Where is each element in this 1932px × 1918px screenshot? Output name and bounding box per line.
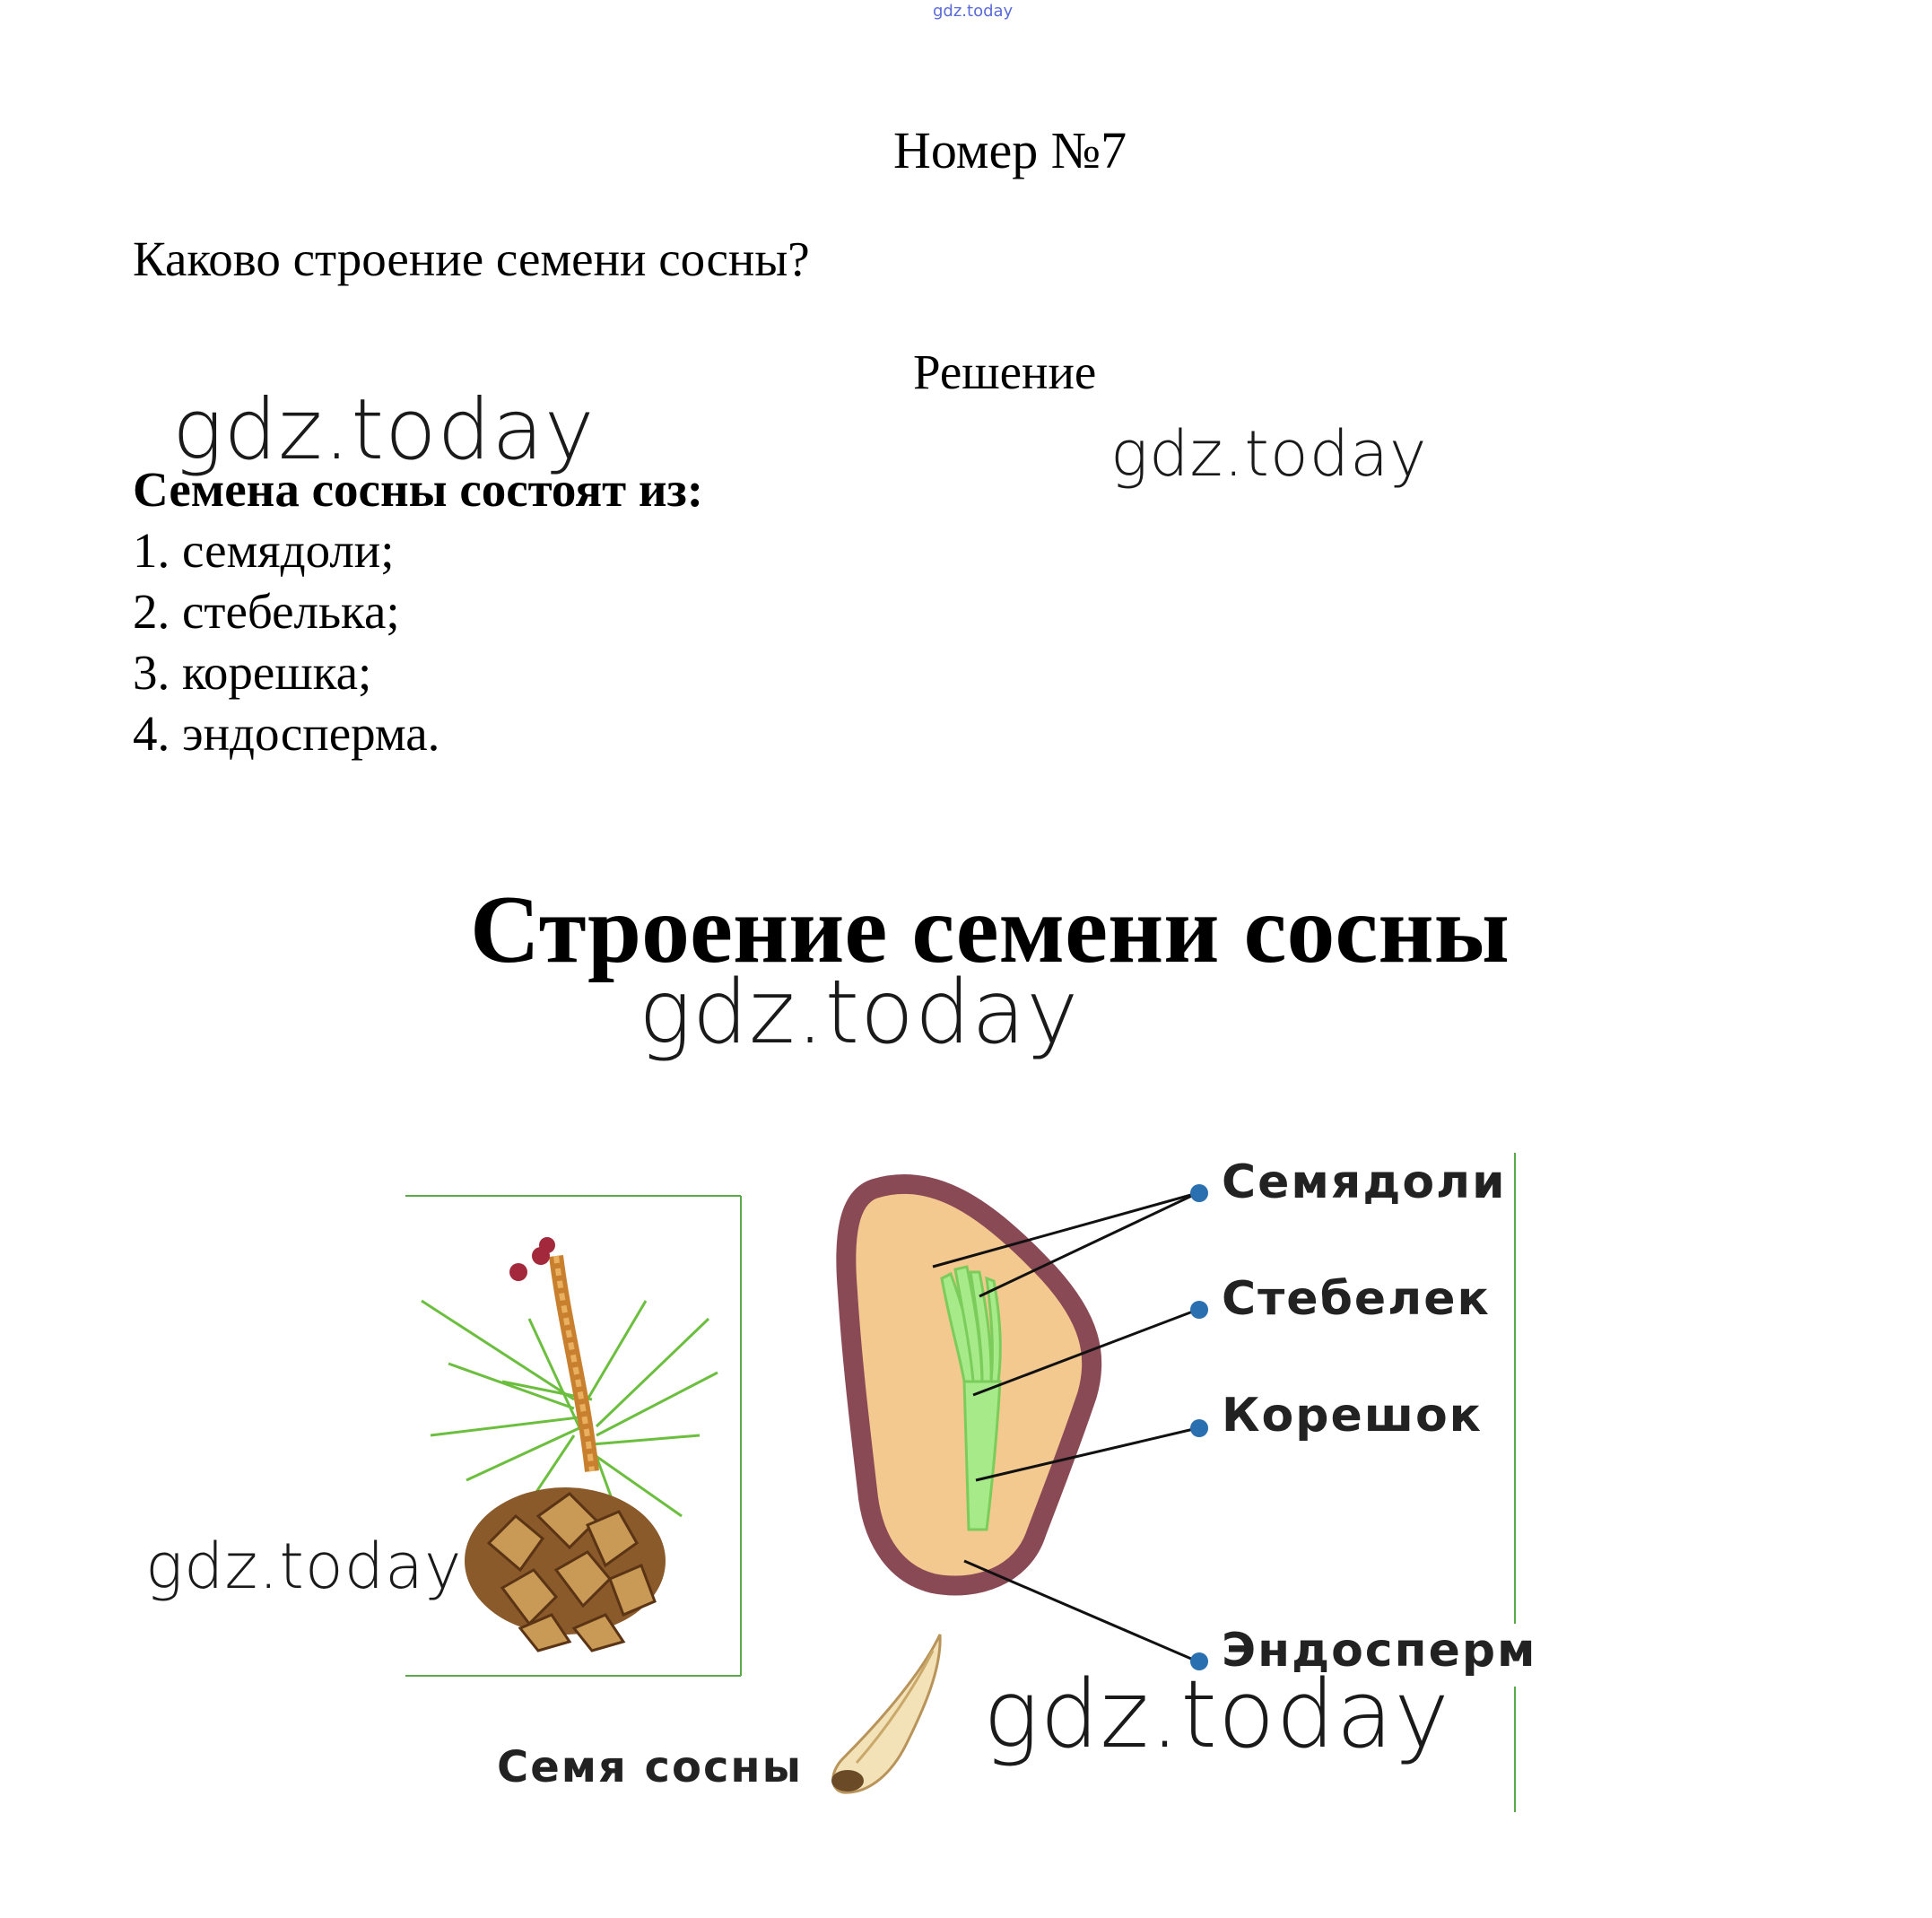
pine-cone-icon: [465, 1487, 666, 1651]
answer-item: 1. семядоли;: [133, 523, 395, 578]
label-seed: Семя сосны: [497, 1742, 803, 1792]
watermark: gdz.today: [639, 962, 1080, 1064]
watermark: gdz.today: [983, 1660, 1450, 1769]
label-root: Корешок: [1222, 1389, 1483, 1443]
pointer-dots: [1190, 1184, 1208, 1670]
pine-seed-icon: [831, 1635, 940, 1792]
answer-item: 2. стебелька;: [133, 584, 400, 639]
label-endosperm: Эндосперм: [1222, 1624, 1537, 1678]
header-watermark: gdz.today: [933, 2, 1014, 21]
solution-label: Решение: [913, 344, 1097, 399]
answer-item: 4. эндосперма.: [133, 706, 440, 761]
question-text: Каково строение семени сосны?: [133, 231, 810, 286]
pine-branch-icon: [422, 1237, 718, 1651]
label-stem: Стебелек: [1222, 1272, 1491, 1326]
figure-title: Строение семени сосны: [470, 876, 1510, 983]
page-title: Номер №7: [893, 121, 1127, 179]
watermark: gdz.today: [145, 1530, 463, 1603]
seed-section: [846, 1184, 1092, 1586]
answer-item: 3. корешка;: [133, 645, 372, 700]
answer-heading: Семена сосны состоят из:: [133, 462, 704, 517]
watermark: gdz.today: [172, 381, 596, 479]
watermark: gdz.today: [1110, 417, 1428, 491]
label-cotyledons: Семядоли: [1222, 1155, 1507, 1209]
